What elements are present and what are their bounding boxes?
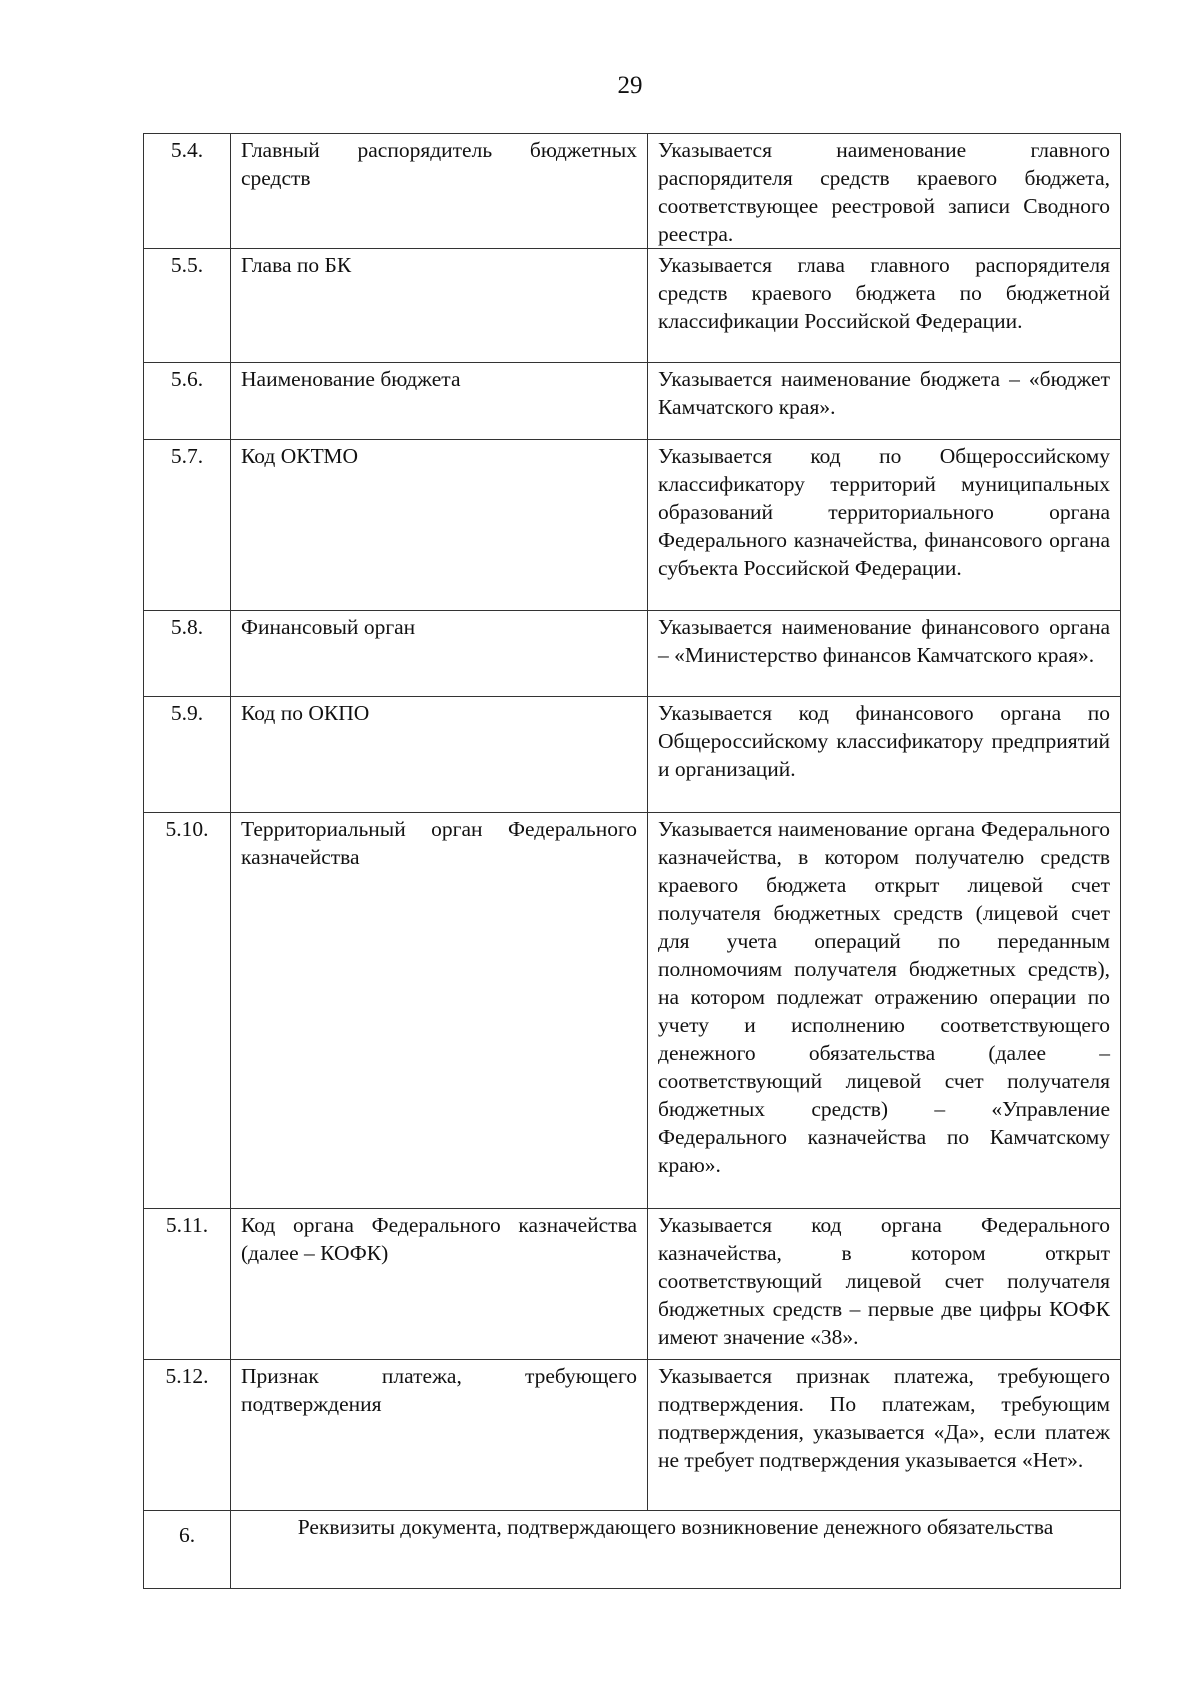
row-number: 5.12.	[144, 1360, 231, 1511]
field-description: Указывается глава главного распорядителя средств краевого бюджета по бюджетной классификации Российской Федерации.	[648, 249, 1121, 363]
row-number: 5.8.	[144, 611, 231, 697]
row-number: 5.6.	[144, 363, 231, 440]
row-number: 5.5.	[144, 249, 231, 363]
field-description: Указывается наименование органа Федерального казначейства, в котором получателю средств краевого бюджета открыт лицевой счет получателя бюджетных средств (лицевой счет для учета операций по переданным полномочиям получателя бюджетных средств), на котором подлежат отражению операции по учету и исполнению соответствующего денежного обязательства (далее – соответствующий лицевой счет получателя бюджетных средств) – «Управление Федерального казначейства по Камчатскому краю».	[648, 813, 1121, 1209]
field-name: Код ОКТМО	[231, 440, 648, 611]
table-row	[144, 363, 1121, 440]
field-name: Финансовый орган	[231, 611, 648, 697]
field-name: Признак платежа, требующего подтверждения	[231, 1360, 648, 1511]
table-row	[144, 611, 1121, 697]
field-name: Наименование бюджета	[231, 363, 648, 440]
section-row	[144, 1511, 1121, 1589]
field-description: Указывается код по Общероссийскому классификатору территорий муниципальных образований территориального органа Федерального казначейства, финансового органа субъекта Российской Федерации.	[648, 440, 1121, 611]
row-number: 5.9.	[144, 697, 231, 813]
field-name: Территориальный орган Федерального казначейства	[231, 813, 648, 1209]
table-row	[144, 440, 1121, 611]
table-row	[144, 697, 1121, 813]
field-name: Код органа Федерального казначейства (далее – КОФК)	[231, 1209, 648, 1360]
field-description: Указывается наименование главного распорядителя средств краевого бюджета, соответствующее реестровой записи Сводного реестра.	[648, 134, 1121, 249]
page-number: 29	[617, 72, 643, 99]
row-number: 5.11.	[144, 1209, 231, 1360]
table-row	[144, 1209, 1121, 1360]
field-description: Указывается код финансового органа по Общероссийскому классификатору предприятий и организаций.	[648, 697, 1121, 813]
row-number: 5.10.	[144, 813, 231, 1209]
table-row	[144, 134, 1121, 249]
section-title: Реквизиты документа, подтверждающего возникновение денежного обязательства	[231, 1511, 1121, 1589]
row-number: 5.4.	[144, 134, 231, 249]
field-name: Код по ОКПО	[231, 697, 648, 813]
field-description: Указывается наименование финансового органа – «Министерство финансов Камчатского края».	[648, 611, 1121, 697]
row-number: 5.7.	[144, 440, 231, 611]
table-row	[144, 249, 1121, 363]
table-row	[144, 813, 1121, 1209]
field-name: Глава по БК	[231, 249, 648, 363]
requisites-table	[143, 133, 1121, 1589]
field-description: Указывается код органа Федерального казначейства, в котором открыт соответствующий лицевой счет получателя бюджетных средств – первые две цифры КОФК имеют значение «38».	[648, 1209, 1121, 1360]
table-row	[144, 1360, 1121, 1511]
field-name: Главный распорядитель бюджетных средств	[231, 134, 648, 249]
section-number: 6.	[144, 1511, 231, 1589]
field-description: Указывается наименование бюджета – «бюджет Камчатского края».	[648, 363, 1121, 440]
field-description: Указывается признак платежа, требующего подтверждения. По платежам, требующим подтверждения, указывается «Да», если платеж не требует подтверждения указывается «Нет».	[648, 1360, 1121, 1511]
